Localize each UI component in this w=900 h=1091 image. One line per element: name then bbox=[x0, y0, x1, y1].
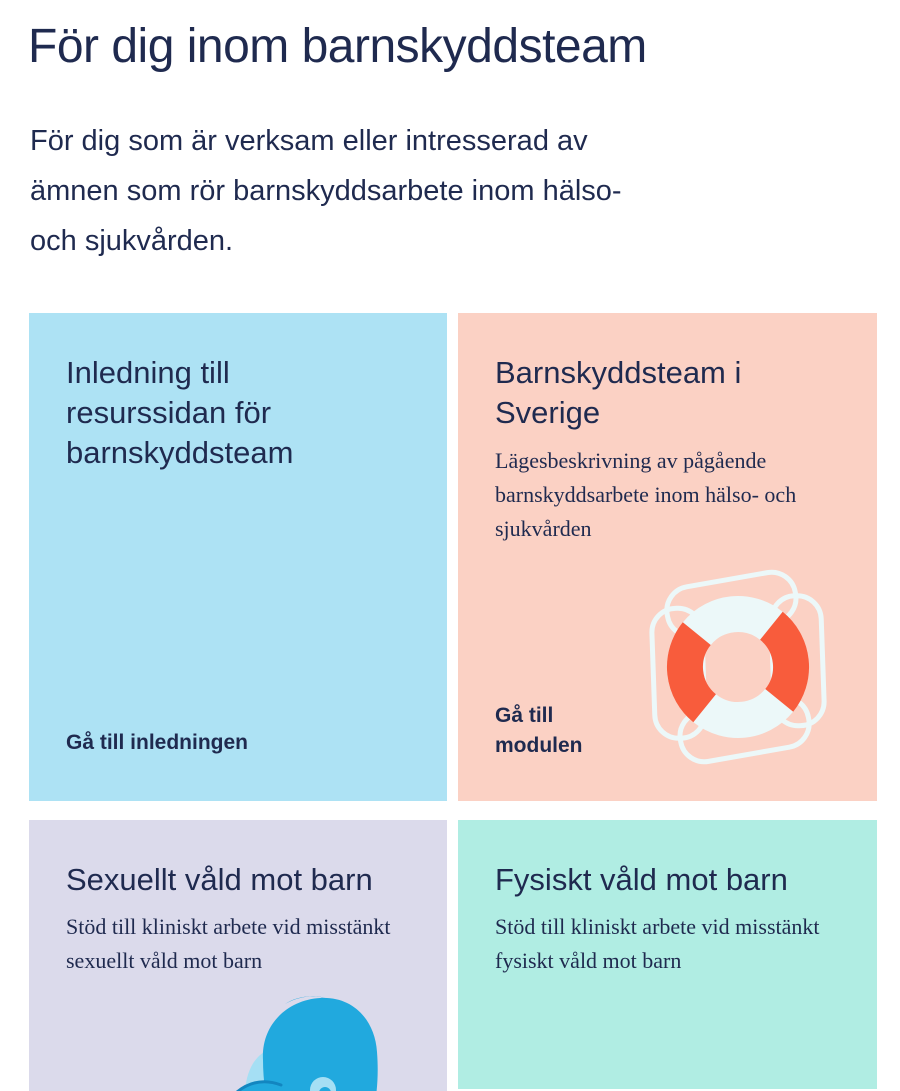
intro-text: För dig som är verksam eller intresserad av ämnen som rör barnskyddsarbete inom hälso- och sjukvården. bbox=[30, 125, 622, 257]
page-title: För dig inom barnskyddsteam bbox=[28, 20, 647, 73]
card-description: Stöd till kliniskt arbete vid misstänkt fysiskt våld mot barn bbox=[495, 914, 820, 973]
card-inledning[interactable] bbox=[29, 313, 447, 801]
card-fysiskt-vald[interactable] bbox=[458, 820, 877, 1089]
card-description: Stöd till kliniskt arbete vid misstänkt sexuellt våld mot barn bbox=[66, 914, 391, 973]
card-link-modulen[interactable]: Gå till modulen bbox=[495, 704, 583, 757]
card-title: Barnskyddsteam i Sverige bbox=[495, 355, 742, 430]
child-head-illustration bbox=[225, 990, 395, 1091]
card-title: Fysiskt våld mot barn bbox=[495, 862, 788, 897]
card-link-inledningen[interactable]: Gå till inledningen bbox=[66, 731, 249, 754]
card-title: Sexuellt våld mot barn bbox=[66, 862, 373, 897]
card-description: Lägesbeskrivning av pågående barnskyddsarbete inom hälso- och sjukvården bbox=[495, 448, 797, 541]
card-title: Inledning till resurssidan för barnskyddsteam bbox=[66, 355, 294, 470]
lifebuoy-icon bbox=[628, 557, 848, 777]
card-barnskyddsteam-sverige[interactable] bbox=[458, 313, 877, 801]
card-sexuellt-vald[interactable] bbox=[29, 820, 447, 1091]
